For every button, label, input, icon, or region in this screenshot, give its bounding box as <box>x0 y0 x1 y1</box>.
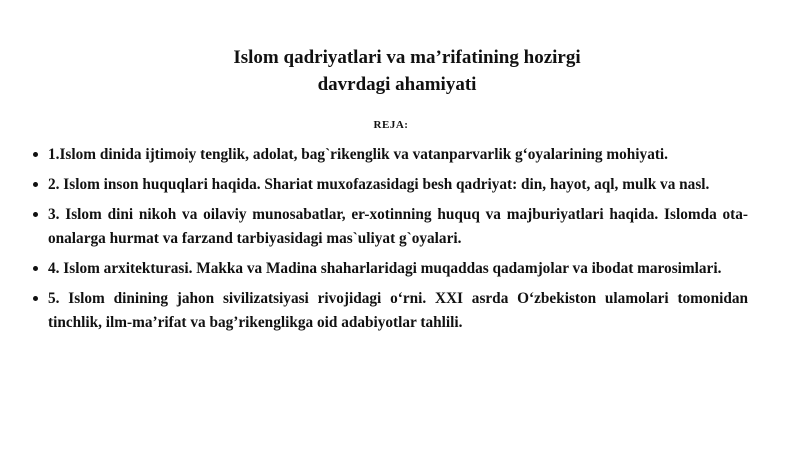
plan-item-text: 1.Islom dinida ijtimoiy tenglik, adolat, bag`rikenglik va vatanparvarlik g‘oyalarining mohiyati. <box>48 146 669 163</box>
plan-item-text: 3. Islom dini nikoh va oilaviy munosabatlar, er-xotinning huquq va majburiyatlari haqida. Islomda ota-onalarga hurmat va farzand tarbiyasidagi mas`uliyat g`oyalari. <box>48 206 748 247</box>
bullet-icon <box>33 212 38 217</box>
plan-item-text: 2. Islom inson huquqlari haqida. Shariat muxofazasidagi besh qadriyat: din, hayot, aql, mulk va nasl. <box>48 176 710 193</box>
bullet-icon <box>33 266 38 271</box>
plan-item-text: 5. Islom dinining jahon sivilizatsiyasi rivojidagi o‘rni. XXI asrda O‘zbekiston ulamolari tomonidan tinchlik, ilm-maʼrifat va bag’rikenglikga oid adabiyotlar tahlili. <box>48 290 748 331</box>
slide-title-line-2: davrdagi ahamiyati <box>317 74 477 95</box>
plan-item-text: 4. Islom arxitekturasi. Makka va Madina shaharlaridagi muqaddas qadamjolar va ibodat marosimlari. <box>48 260 722 277</box>
bullet-icon <box>33 296 38 301</box>
plan-item <box>33 143 748 167</box>
slide-title-line-1: Islom qadriyatlari va maʼrifatining hozirgi <box>233 47 581 68</box>
plan-item <box>33 257 748 281</box>
plan-item <box>33 203 748 251</box>
slide-title <box>0 44 800 98</box>
bullet-icon <box>33 152 38 157</box>
plan-item <box>33 287 748 335</box>
plan-heading: REJA: <box>373 119 409 131</box>
bullet-icon <box>33 182 38 187</box>
plan-list <box>33 143 748 341</box>
plan-item <box>33 173 748 197</box>
